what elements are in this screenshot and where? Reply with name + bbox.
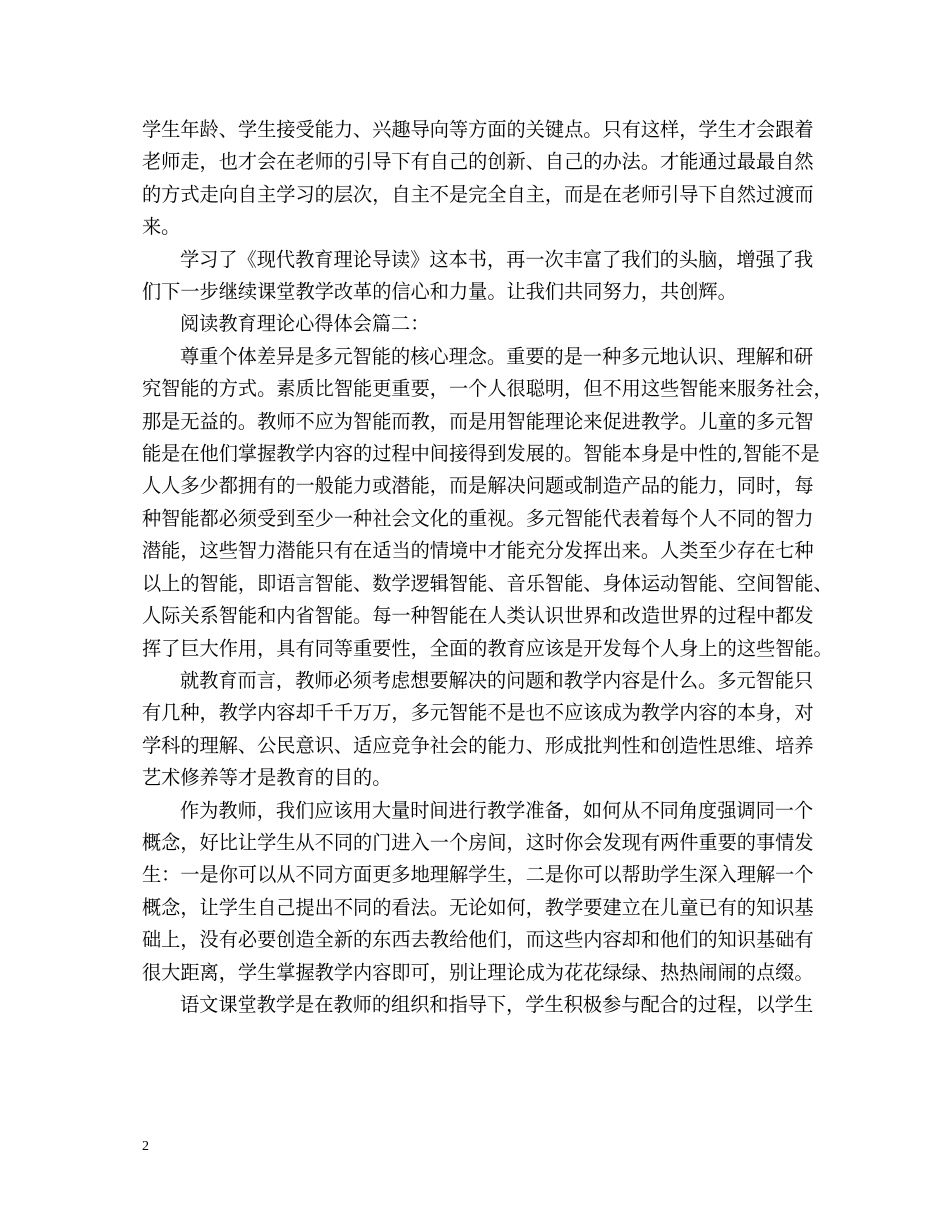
text-line: 很大距离，学生掌握教学内容即可，别让理论成为花花绿绿、热热闹闹的点缀。 [142, 960, 814, 984]
text-line: 概念，好比让学生从不同的门进入一个房间，这时你会发现有两件重要的事情发 [142, 830, 814, 854]
text-line: 以上的智能，即语言智能、数学逻辑智能、音乐智能、身体运动智能、空间智能、 [142, 571, 833, 595]
text-line: 生：一是你可以从不同方面更多地理解学生，二是你可以帮助学生深入理解一个 [142, 863, 814, 887]
text-line: 能是在他们掌握教学内容的过程中间接得到发展的。智能本身是中性的,智能不是 [142, 442, 820, 466]
text-line: 人际关系智能和内省智能。每一种智能在人类认识世界和改造世界的过程中都发 [142, 604, 814, 628]
body-text [142, 114, 833, 1021]
text-line: 概念，让学生自己提出不同的看法。无论如何，教学要建立在儿童已有的知识基 [142, 895, 814, 919]
text-line: 作为教师，我们应该用大量时间进行教学准备，如何从不同角度强调同一个 [180, 798, 814, 822]
text-line: 学习了《现代教育理论导读》这本书，再一次丰富了我们的头脑，增强了我 [180, 247, 814, 271]
text-line: 艺术修养等才是教育的目的。 [142, 766, 392, 790]
text-line: 潜能，这些智力潜能只有在适当的情境中才能充分发挥出来。人类至少存在七种 [142, 539, 814, 563]
text-line: 尊重个体差异是多元智能的核心理念。重要的是一种多元地认识、理解和研 [180, 344, 814, 368]
text-line: 有几种，教学内容却千千万万，多元智能不是也不应该成为教学内容的本身，对 [142, 701, 814, 725]
text-line: 人人多少都拥有的一般能力或潜能，而是解决问题或制造产品的能力，同时，每 [142, 474, 814, 498]
text-line: 种智能都必须受到至少一种社会文化的重视。多元智能代表着每个人不同的智力 [142, 506, 814, 530]
page-number: 2 [142, 1139, 149, 1154]
text-line: 础上，没有必要创造全新的东西去教给他们，而这些内容却和他们的知识基础有 [142, 928, 814, 952]
text-line: 学科的理解、公民意识、适应竞争社会的能力、形成批判性和创造性思维、培养 [142, 733, 814, 757]
text-line: 老师走，也才会在老师的引导下有自己的创新、自己的办法。才能通过最最自然 [142, 150, 814, 174]
section-heading: 阅读教育理论心得体会篇二： [180, 312, 430, 336]
text-line: 们下一步继续课堂教学改革的信心和力量。让我们共同努力，共创辉。 [142, 280, 737, 304]
text-line: 挥了巨大作用，具有同等重要性，全面的教育应该是开发每个人身上的这些智能。 [142, 636, 833, 660]
text-line: 学生年龄、学生接受能力、兴趣导向等方面的关键点。只有这样，学生才会跟着 [142, 118, 814, 141]
text-line: 语文课堂教学是在教师的组织和指导下，学生积极参与配合的过程，以学生 [180, 992, 814, 1016]
text-line: 的方式走向自主学习的层次，自主不是完全自主，而是在老师引导下自然过渡而 [142, 182, 814, 206]
text-line: 那是无益的。教师不应为智能而教，而是用智能理论来促进教学。儿童的多元智 [142, 409, 814, 433]
text-line: 就教育而言，教师必须考虑想要解决的问题和教学内容是什么。多元智能只 [180, 668, 814, 692]
text-line: 来。 [142, 215, 181, 239]
text-line: 究智能的方式。素质比智能更重要，一个人很聪明，但不用这些智能来服务社会， [142, 377, 833, 401]
